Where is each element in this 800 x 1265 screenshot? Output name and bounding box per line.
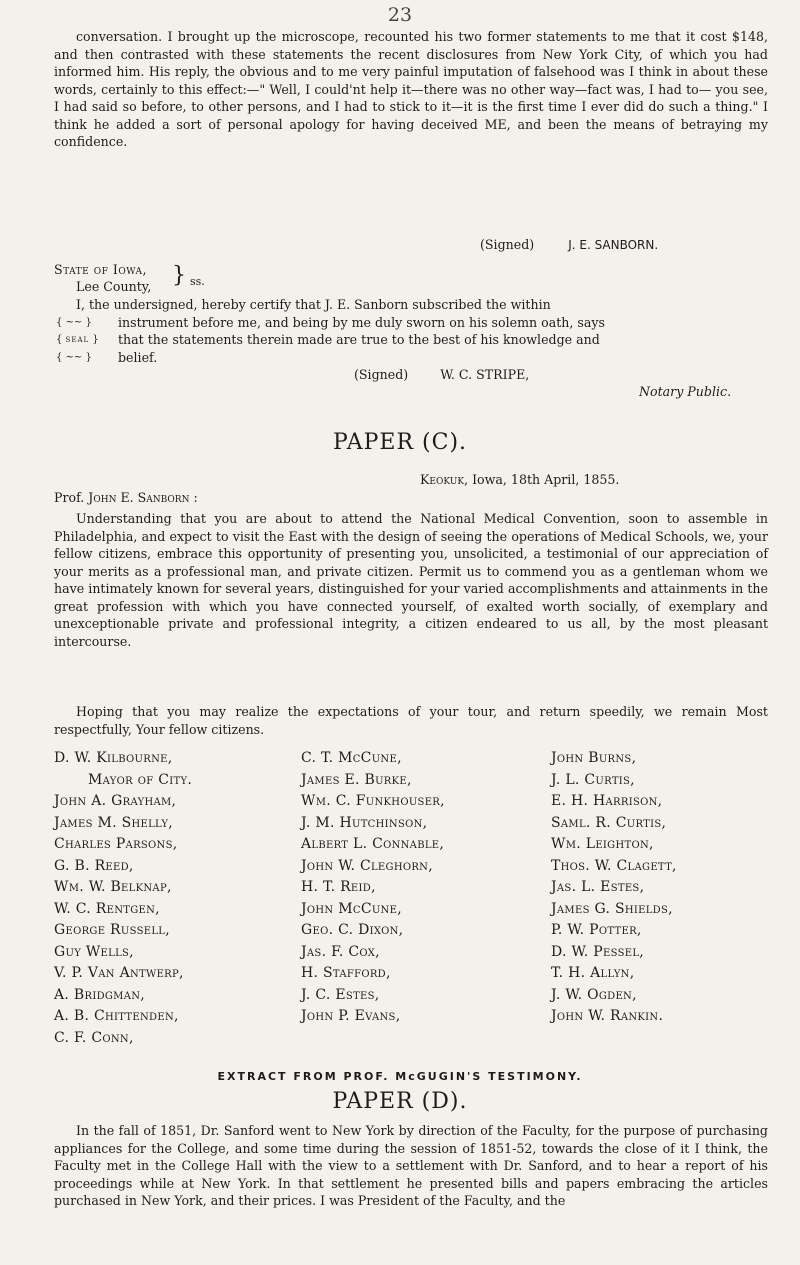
certificate-line: instrument before me, and being by me duly sworn on his solemn oath, says [118,314,605,330]
signatory-name: George Russell, [54,922,170,938]
extract-title: EXTRACT FROM PROF. McGUGIN'S TESTIMONY. [217,1070,583,1083]
signatory-name: E. H. Harrison, [551,793,663,809]
salutation-name: John E. Sanborn : [88,490,198,505]
signatories-list [54,748,784,1049]
signatory-name: J. C. Estes, [301,986,380,1003]
signatory-name: A. B. Chittenden, [54,1008,179,1024]
signatory-name: D. W. Pessel, [551,943,645,960]
certificate-line: that the statements therein made are true to the best of his knowledge and [118,332,600,347]
signatory-name: C. T. McCune, [301,750,402,766]
signatory-name: A. Bridgman, [54,986,146,1003]
signatory-name: Jas. F. Cox, [301,943,380,960]
signatory-name: John McCune, [301,900,402,917]
affidavit-signature [480,237,780,252]
signatory-name: G. B. Reed, [54,857,134,874]
notary-title: Notary Public. [639,383,732,399]
signatory-name: H. T. Reid, [301,879,376,895]
intro-paragraph: conversation. I brought up the microscope, recounted his two former statements to me that it cost $148, and then contrasted with these statements the recent disclosures from New York City, of which you had informed him. His reply, the obvious and to me very painful imputation of falsehood was I think in about these words, certainly to this effect:—" Well, I could'nt help it—there was no other way—fact was, I had to— you see, I had said so before, to other persons, and I had to stick to it—it is the first time I ever did do such a thing." I think he added a sort of personal apology for having deceived ME, and been the means of betraying my confidence. [54,29,768,149]
notary-signed-label: (Signed) [354,366,409,382]
paper-c-body: Understanding that you are about to attend the National Medical Convention, soon to assemble in Philadelphia, and expect to visit the East with the design of seeing the operations of Medical Schools, we, your fellow citizens, embrace this opportunity of presenting you, unsolicited, a testimonial of our appreciation of your merits as a professional man, and private citizen. Permit us to commend you as a gentleman whom we have intimately known for several years, distinguished for your varied accomplishments and attainments in the great profession with which you have connected yourself, of exalted worth socially, of exemplary and unexceptionable private and professional integrity, a citizen endeared to us all, by the most pleasant intercourse. [54,511,768,649]
signatory-name: John W. Cleghorn, [301,857,433,874]
signatory-name: Guy Wells, [54,943,134,960]
signatory-name: D. W. Kilbourne, [54,750,173,766]
venue-county: Lee County, [76,279,152,294]
signatory-name: W. C. Rentgen, [54,900,160,917]
signatory-name: H. Stafford, [301,965,391,981]
signatory-name: Saml. R. Curtis, [551,814,667,831]
signatory-name: John W. Rankin. [551,1008,664,1024]
paper-c-dateline [420,472,780,487]
venue-brace: } [172,263,186,288]
signatory-name: Geo. C. Dixon, [301,922,404,938]
signatory-name: James M. Shelly, [54,814,174,831]
signatory-name [301,1028,551,1050]
signatory-name: J. M. Hutchinson, [301,814,428,831]
seal-label: seal [65,334,90,345]
signatory-name: Mayor of City. [88,771,193,788]
dateline-rest: Iowa, 18th April, 1855. [468,472,620,487]
signatory-name: Wm. W. Belknap, [54,879,172,895]
signatory-name: John A. Grayham, [54,793,177,809]
signatory-name: John P. Evans, [301,1008,401,1024]
venue-block [54,261,354,295]
signatory-name: James E. Burke, [301,771,412,788]
signatory-name: James G. Shields, [551,900,673,917]
seal-mark: { ~~ } { seal } { ~~ } [56,316,99,363]
signatory-name: Wm. Leighton, [551,836,654,852]
signer-name: J. E. SANBORN. [568,238,659,252]
certificate-seal-row [54,314,768,399]
paper-c-heading: PAPER (C). [332,430,468,455]
signatory-name: Wm. C. Funkhouser, [301,793,445,809]
salutation-prefix: Prof. [54,490,89,505]
signatory-name: C. F. Conn, [54,1029,134,1046]
signed-label: (Signed) [480,237,535,252]
page-number: 23 [387,4,413,26]
dateline-city: Keokuk, [420,472,469,487]
paper-c-closing: Hoping that you may realize the expectations of your tour, and return speedily, we remain Most respectfully, Your fellow citizens. [54,704,768,737]
signatory-name [551,1028,784,1050]
certificate-line: belief. [118,349,158,365]
signatory-name: J. L. Curtis, [551,771,635,788]
signatory-name: V. P. Van Antwerp, [54,965,184,981]
notary-signature [354,366,774,384]
signatory-name: P. W. Potter, [551,922,642,938]
signatory-name: Albert L. Connable, [301,836,445,852]
venue-ss: ss. [190,275,205,288]
paper-c-salutation [54,490,198,505]
notary-certificate [54,296,768,399]
paper-d-body: In the fall of 1851, Dr. Sanford went to New York by direction of the Faculty, for the purpose of purchasing appliances for the College, and some time during the session of 1851-52, towards the close of it I think, the Faculty met in the College Hall with the view to a settlement with Dr. Sanford, and to hear a report of his proceedings while at New York. In that settlement he presented bills and papers embracing the articles purchased in New York, and their prices. I was President of the Faculty, and the [54,1123,768,1208]
signatory-name: Charles Parsons, [54,836,178,852]
certificate-first-line: I, the undersigned, hereby certify that J. E. Sanborn subscribed the within [76,297,551,312]
signatory-name: T. H. Allyn, [551,965,635,981]
notary-name: W. C. STRIPE, [440,366,530,382]
signatory-name: J. W. Ogden, [551,986,637,1003]
paper-d-heading: PAPER (D). [332,1089,468,1114]
signatory-name: John Burns, [551,750,637,766]
signatory-name: Jas. L. Estes, [551,879,645,895]
venue-state: State of Iowa, [54,262,148,277]
signatory-name: Thos. W. Clagett, [551,857,677,874]
